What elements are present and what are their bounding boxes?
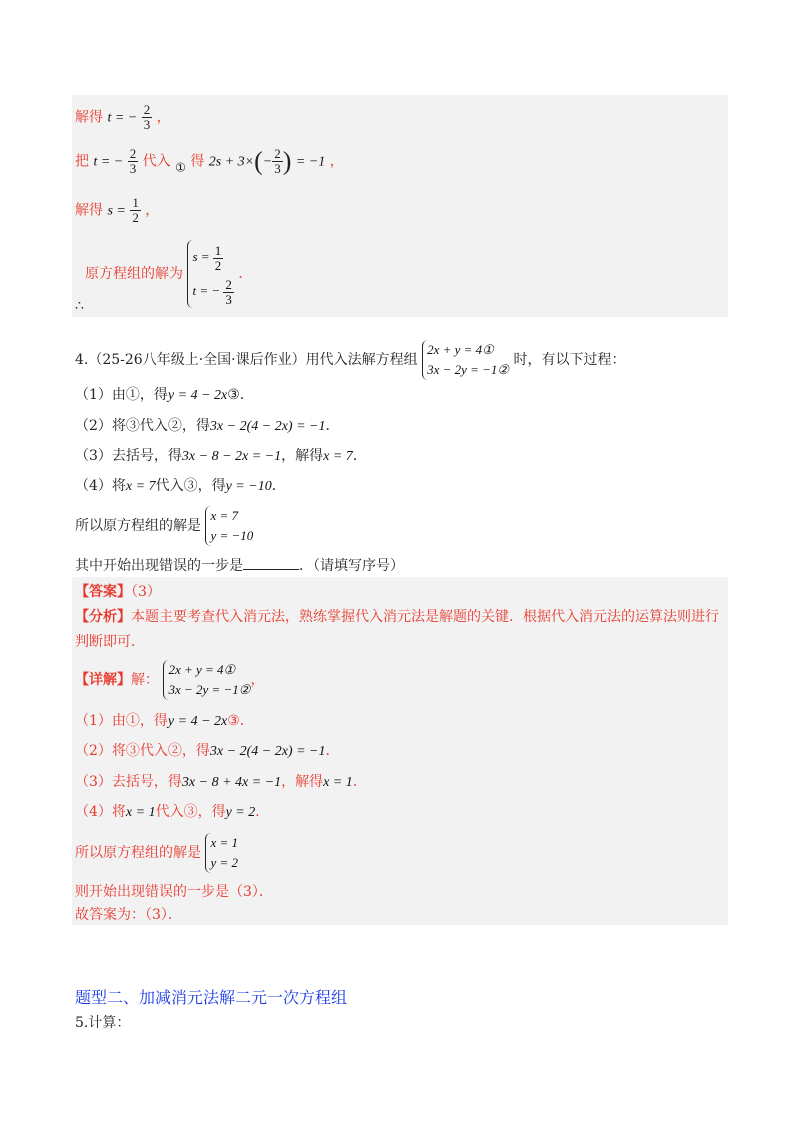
numerator: 2: [143, 102, 151, 117]
text: 解得: [75, 109, 103, 126]
numerator: 2: [225, 276, 232, 292]
final-answer-line: 故答案为：（3）．: [75, 907, 182, 923]
system-row: 3x − 2y = −1②: [168, 682, 251, 697]
q4-intro: [75, 340, 626, 380]
text: ．: [238, 266, 253, 282]
fraction: [272, 147, 283, 176]
text: ，: [329, 153, 344, 170]
denominator: 2: [132, 210, 139, 225]
denominator: 2: [214, 257, 222, 273]
detail-step-2: （2）将③代入②，得3x − 2(4 − 2x) = −1．: [75, 743, 340, 759]
analysis-line-1: 【分析】本题主要考查代入消元法，熟练掌握代入消元法是解题的关键．根据代入消元法的运算法则进行: [75, 609, 719, 625]
fraction: [142, 103, 153, 132]
fraction: [213, 244, 224, 273]
math: t = −: [93, 154, 124, 170]
q4-question: 其中开始出现错误的一步是 ．（请填写序号）: [75, 558, 404, 574]
equation-system: [205, 833, 238, 873]
numerator: 1: [132, 195, 139, 210]
system-row: t = − $\frac{2}{3}$: [192, 276, 232, 307]
text: 解得: [75, 202, 103, 219]
box1-line-4: [85, 240, 252, 308]
equation-system: [187, 240, 233, 308]
denominator: 3: [129, 161, 137, 176]
q4-step-4: （4）将x = 7代入③，得y = −10．: [75, 478, 286, 494]
detail-step-4: （4）将x = 1代入③，得y = 2．: [75, 804, 270, 820]
equation-system: [422, 340, 509, 380]
text: 把: [75, 153, 89, 170]
numerator: 2: [129, 146, 137, 161]
denominator: 3: [143, 117, 151, 132]
text: 时，有以下过程：: [513, 352, 626, 368]
conclusion-line: 则开始出现错误的一步是（3）．: [75, 884, 273, 900]
detail-solution: 所以原方程组的解是 x = 1 y = 2: [75, 833, 238, 873]
system-row: s = $\frac{1}{2}$: [192, 242, 222, 273]
system-row: 2x + y = 4①: [427, 342, 494, 357]
system-row: y = 2: [210, 855, 238, 870]
q4-step-3: （3）去括号，得3x − 8 − 2x = −1，解得x = 7．: [75, 448, 367, 464]
math: 2s + 3×: [208, 154, 255, 170]
q4-solution: 所以原方程组的解是 x = 7 y = −10: [75, 506, 253, 546]
detail-line: 【详解】解： 2x + y = 4① 3x − 2y = −1② ，: [75, 660, 264, 700]
box1-line-2: [75, 147, 344, 178]
system-row: x = 7: [210, 508, 238, 523]
circled-number: ①: [175, 160, 186, 175]
answer-tag: 【答案】: [75, 584, 131, 600]
text: ，: [145, 202, 160, 219]
q5-line: 5.计算：: [75, 1015, 131, 1031]
equation-system: [205, 506, 253, 546]
math: s =: [107, 203, 126, 219]
answer-line: 【答案】（3）: [75, 584, 161, 600]
paren-close: ): [282, 146, 292, 176]
math: = −1: [295, 154, 326, 170]
fraction: [130, 196, 141, 225]
equation-system: [163, 660, 250, 700]
numerator: 2: [274, 146, 281, 161]
text: 原方程组的解为: [85, 266, 183, 282]
detail-step-1: （1）由①，得y = 4 − 2x③．: [75, 713, 254, 729]
denominator: 3: [225, 291, 232, 307]
therefore-symbol: ∴: [75, 298, 84, 314]
text: 得: [190, 153, 205, 170]
minus: −: [262, 154, 273, 170]
box1-line-3: [75, 196, 159, 225]
detail-tag: 【详解】: [75, 672, 131, 688]
system-row: 2x + y = 4①: [168, 662, 236, 677]
paren-open: (: [254, 146, 263, 176]
q4-step-2: （2）将③代入②，得3x − 2(4 − 2x) = −1．: [75, 418, 340, 434]
system-row: 3x − 2y = −1②: [427, 362, 510, 377]
fraction: [223, 278, 234, 307]
section-title: 题型二、加减消元法解二元一次方程组: [75, 988, 348, 1007]
answer-blank: [243, 569, 299, 570]
text: ，: [156, 109, 171, 126]
system-row: x = 1: [210, 835, 238, 850]
system-row: y = −10: [210, 528, 254, 543]
analysis-line-2: 判断即可．: [75, 634, 145, 650]
math: t = −: [107, 110, 138, 126]
detail-step-3: （3）去括号，得3x − 8 + 4x = −1，解得x = 1．: [75, 774, 367, 790]
text: 代入: [142, 153, 171, 170]
numerator: 1: [214, 242, 222, 258]
q4-step-1: （1）由①，得y = 4 − 2x③．: [75, 387, 254, 403]
fraction: [128, 147, 139, 176]
analysis-tag: 【分析】: [75, 609, 131, 625]
text: 4.（25-26八年级上·全国·课后作业）用代入法解方程组: [75, 352, 418, 368]
denominator: 3: [274, 161, 281, 176]
box1-line-1: [75, 103, 171, 132]
